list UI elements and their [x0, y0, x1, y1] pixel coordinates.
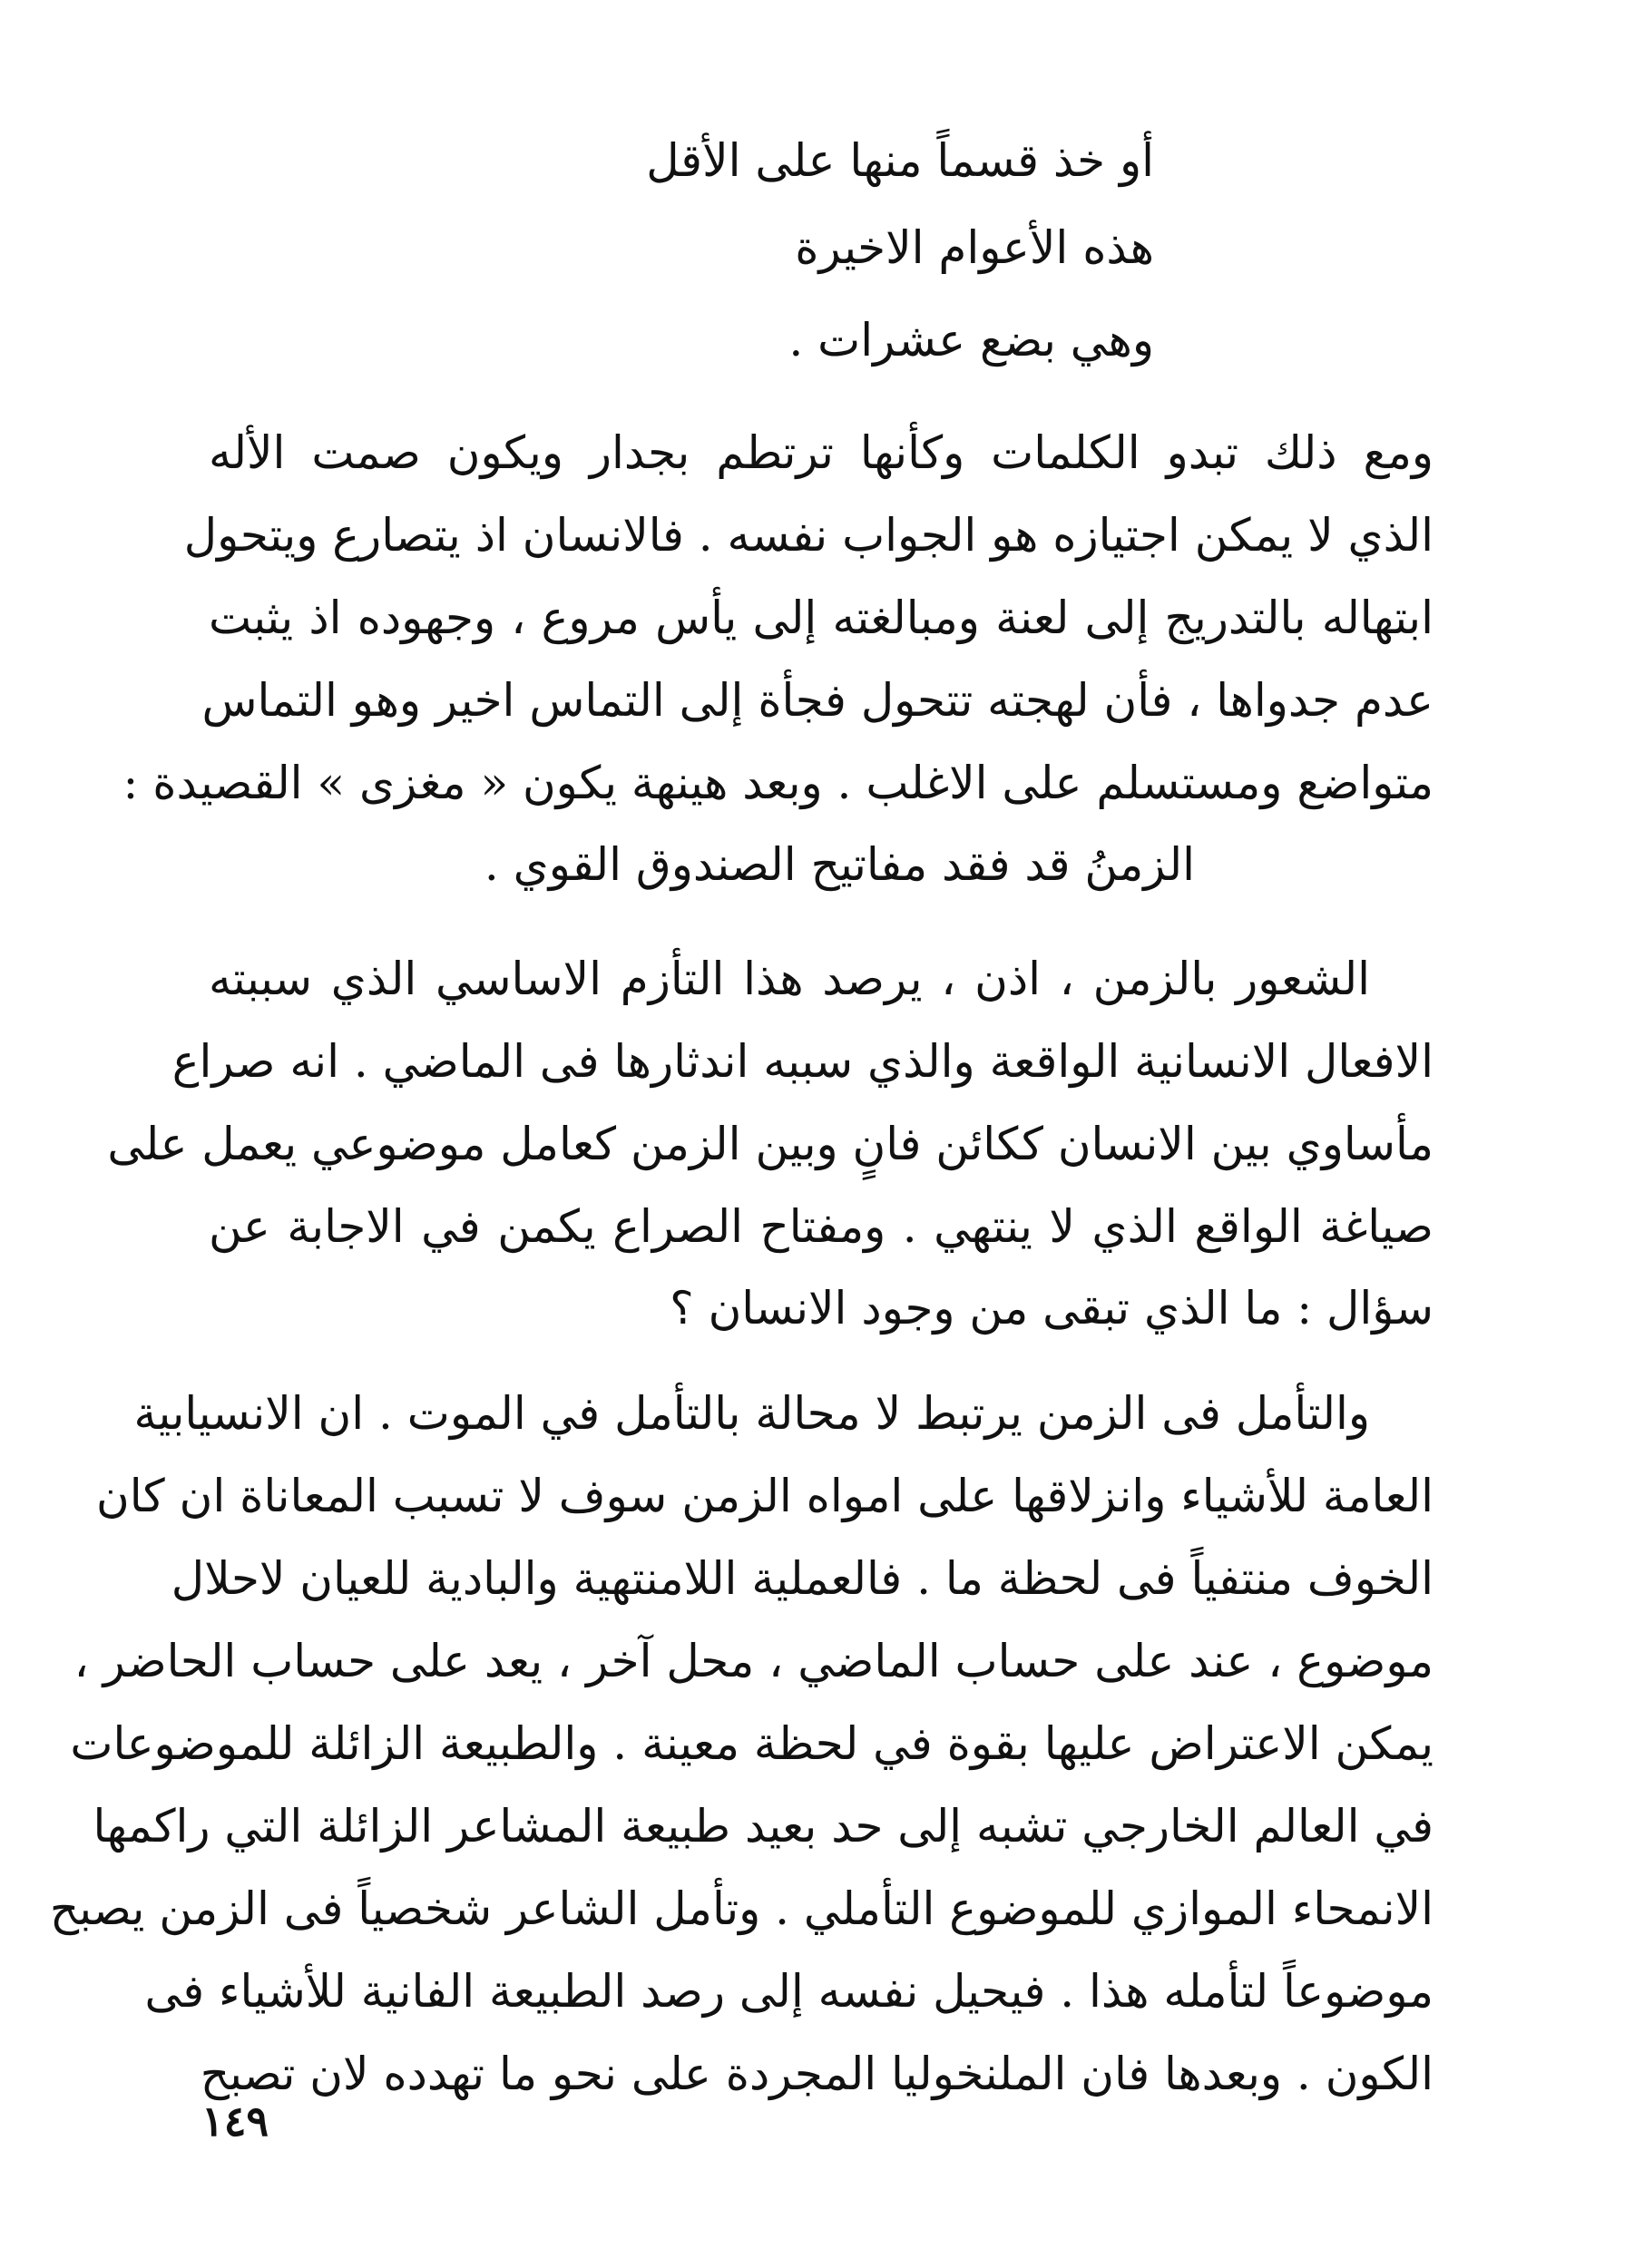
paragraph-line: الزمنُ قد فقد مفاتيح الصندوق القوي . — [484, 838, 1195, 891]
paragraph-line: عدم جدواها ، فأن لهجته تتحول فجأة إلى التماس اخير وهو التماس — [201, 674, 1434, 727]
paragraph-line: الخوف منتفياً فى لحظة ما . فالعملية اللامنتهية والبادية للعيان لاحلال — [171, 1552, 1434, 1605]
paragraph-line: موضوعاً لتأمله هذا . فيحيل نفسه إلى رصد الطبيعة الفانية للأشياء فى — [144, 1965, 1434, 2018]
paragraph-line: العامة للأشياء وانزلاقها على امواه الزمن سوف لا تسبب المعاناة ان كان — [95, 1470, 1434, 1522]
verse-line: وهي بضع عشرات . — [788, 314, 1154, 367]
paragraph-line: يمكن الاعتراض عليها بقوة في لحظة معينة . والطبيعة الزائلة للموضوعات — [70, 1717, 1434, 1770]
paragraph-line: صياغة الواقع الذي لا ينتهي . ومفتاح الصراع يكمن في الاجابة عن — [209, 1200, 1434, 1253]
paragraph-line: الشعور بالزمن ، اذن ، يرصد هذا التأزم الاساسي الذي سببته — [209, 953, 1370, 1005]
paragraph-line: مأساوي بين الانسان ككائن فانٍ وبين الزمن كعامل موضوعي يعمل على — [107, 1118, 1434, 1170]
paragraph-line: متواضع ومستسلم على الاغلب . وبعد هينهة يكون « مغزى » القصيدة : — [122, 757, 1434, 809]
paragraph-line: الكون . وبعدها فان الملنخوليا المجردة على نحو ما تهدده لان تصبح — [200, 2048, 1434, 2100]
paragraph-line: ابتهاله بالتدريج إلى لعنة ومبالغته إلى يأس مروع ، وجهوده اذ يثبت — [209, 591, 1434, 644]
paragraph-line: ومع ذلك تبدو الكلمات وكأنها ترتطم بجدار ويكون صمت الأله — [209, 426, 1434, 479]
paragraph-line: والتأمل فى الزمن يرتبط لا محالة بالتأمل في الموت . ان الانسيابية — [133, 1387, 1370, 1440]
paragraph-line: موضوع ، عند على حساب الماضي ، محل آخر ، يعد على حساب الحاضر ، — [73, 1635, 1434, 1687]
paragraph-line: سؤال : ما الذي تبقى من وجود الانسان ؟ — [670, 1282, 1434, 1334]
paragraph-line: الافعال الانسانية الواقعة والذي سببه اندثارها فى الماضي . انه صراع — [171, 1035, 1434, 1088]
verse-line: هذه الأعوام الاخيرة — [795, 221, 1154, 274]
paragraph-line: الذي لا يمكن اجتيازه هو الجواب نفسه . فالانسان اذ يتصارع ويتحول — [183, 509, 1434, 562]
verse-line: أو خذ قسماً منها على الأقل — [646, 134, 1154, 187]
page-number: ١٤٩ — [201, 2097, 269, 2146]
paragraph-line: في العالم الخارجي تشبه إلى حد بعيد طبيعة المشاعر الزائلة التي راكمها — [93, 1800, 1434, 1853]
paragraph-line: الانمحاء الموازي للموضوع التأملي . وتأمل الشاعر شخصياً فى الزمن يصبح — [49, 1882, 1434, 1935]
